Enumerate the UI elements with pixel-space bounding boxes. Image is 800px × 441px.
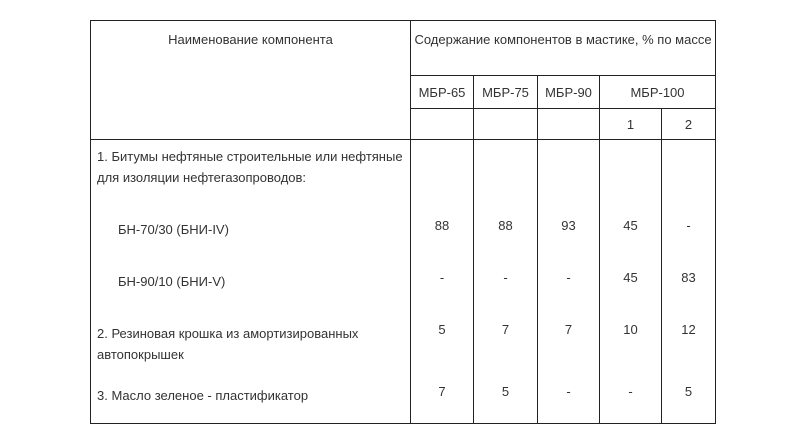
body-col-mbr100-2 <box>662 140 716 424</box>
body-col-mbr75 <box>474 140 538 424</box>
value-cell: 5 <box>501 384 510 399</box>
header-component-name: Наименование компонента <box>91 21 411 140</box>
value-cell: - <box>439 270 445 285</box>
value-cell: 88 <box>434 218 450 233</box>
body-col-mbr65 <box>411 140 474 424</box>
value-cell: 7 <box>501 322 510 337</box>
header-sub-1: 1 <box>600 109 662 140</box>
value-cell: - <box>566 384 571 399</box>
value-cell: 88 <box>498 218 513 233</box>
row-rubber-name: 2. Резиновая крошка из амортизированных автопокрышек <box>97 326 359 362</box>
value-cell: 45 <box>623 218 638 233</box>
value-cell: - <box>686 218 691 233</box>
row-bn90-name: БН-90/10 (БНИ-V) <box>118 274 226 289</box>
header-grade-mbr65: МБР-65 <box>411 76 474 109</box>
row-oil-name: 3. Масло зеленое - пластификатор <box>97 388 309 403</box>
value-cell: 7 <box>438 384 446 399</box>
value-cell: - <box>628 384 633 399</box>
header-grade-mbr75: МБР-75 <box>474 76 538 109</box>
header-sub-2: 2 <box>662 109 716 140</box>
value-cell: 93 <box>561 218 576 233</box>
body-col-mbr90 <box>538 140 600 424</box>
header-component-content: Содержание компонентов в мастике, % по массе <box>411 21 716 76</box>
value-cell: 5 <box>684 384 693 399</box>
header-grade-mbr100: МБР-100 <box>600 76 716 109</box>
header-spacer <box>474 109 538 140</box>
components-table <box>90 20 716 424</box>
body-col-mbr100-1 <box>600 140 662 424</box>
value-cell: - <box>503 270 508 285</box>
value-cell: 12 <box>681 322 696 337</box>
header-grade-mbr90: МБР-90 <box>538 76 600 109</box>
value-cell: 45 <box>623 270 638 285</box>
value-cell: 7 <box>564 322 573 337</box>
header-spacer <box>411 109 474 140</box>
value-cell: - <box>566 270 571 285</box>
value-cell: 83 <box>681 270 696 285</box>
value-cell: 5 <box>438 322 446 337</box>
header-spacer <box>538 109 600 140</box>
value-cell: 10 <box>623 322 638 337</box>
row-bitumen-title: 1. Битумы нефтяные строительные или нефтяные для изоляции нефтегазопроводов: <box>97 149 403 185</box>
row-bn70-name: БН-70/30 (БНИ-IV) <box>118 222 229 237</box>
body-names-cell <box>91 140 411 424</box>
